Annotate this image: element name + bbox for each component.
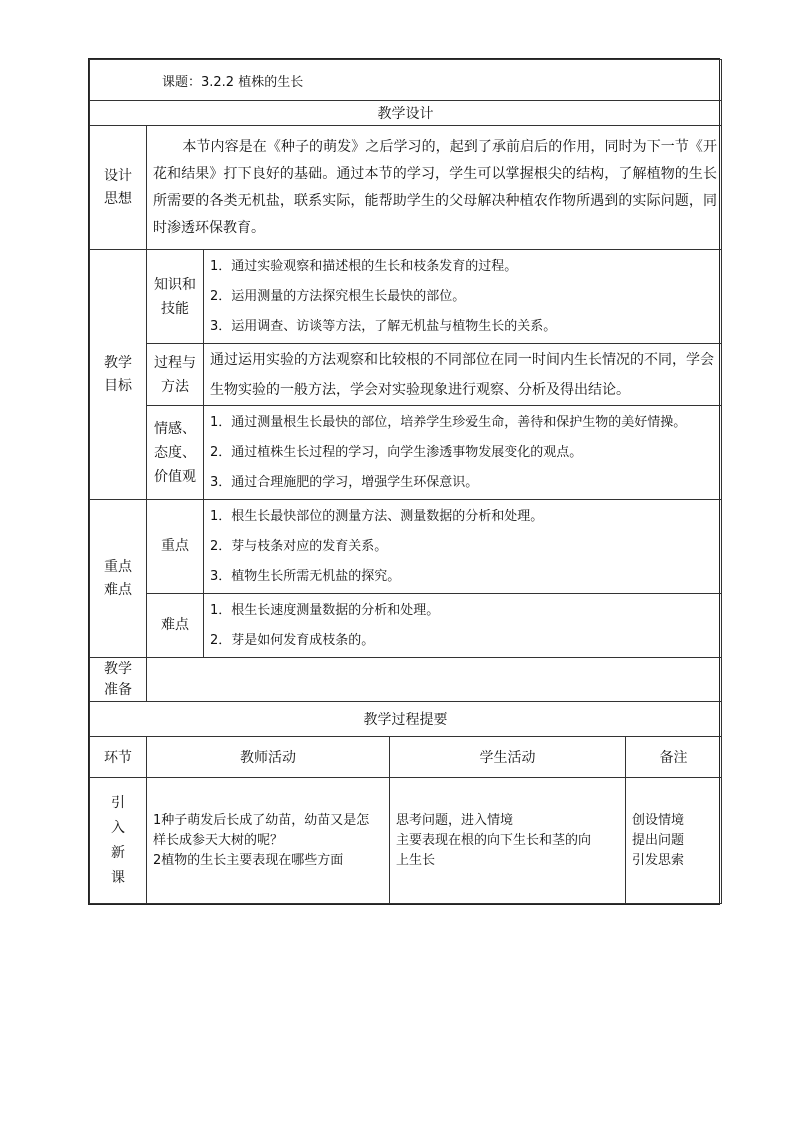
student-line: 上生长 — [396, 852, 436, 868]
knowledge-label: 知识和技能 — [147, 250, 204, 344]
design-section-header: 教学设计 — [90, 101, 722, 126]
lesson-plan-table — [89, 59, 722, 904]
col-header-stage: 环节 — [90, 737, 147, 778]
list-item: 2．芽是如何发育成枝条的。 — [210, 632, 375, 648]
design-idea-text: 本节内容是在《种子的萌发》之后学习的，起到了承前启后的作用，同时为下一节《开花和结果》打下良好的基础。通过本节的学习，学生可以掌握根尖的结构，了解植物的生长所需要的各类无机盐，联系实际，能帮助学生的父母解决种植农作物所遇到的实际问题，同时渗透环保教育。 — [147, 126, 722, 250]
list-item: 1．通过测量根生长最快的部位，培养学生珍爱生命，善待和保护生物的美好情操。 — [210, 414, 687, 430]
table-row — [90, 778, 722, 904]
key-label: 重点 — [147, 500, 204, 594]
process-line: 通过运用实验的方法观察和比较根的不同部位在同一时间内生长情况的不同，学会 — [210, 351, 714, 368]
difficult-label: 难点 — [147, 594, 204, 658]
process-method-label: 过程与方法 — [147, 344, 204, 406]
list-item: 3．植物生长所需无机盐的探究。 — [210, 568, 401, 584]
lesson-plan-document — [88, 58, 720, 905]
col-header-note: 备注 — [626, 737, 722, 778]
list-item: 1．通过实验观察和描述根的生长和枝条发育的过程。 — [210, 258, 518, 274]
design-idea-label: 设计思想 — [90, 126, 147, 250]
emotion-label: 情感、态度、价值观 — [147, 406, 204, 500]
teacher-line: 1种子萌发后长成了幼苗，幼苗又是怎 — [153, 812, 370, 828]
preparation-value — [147, 658, 722, 702]
teacher-line: 2植物的生长主要表现在哪些方面 — [153, 852, 344, 868]
process-method-text — [204, 344, 722, 406]
key-items — [204, 500, 722, 594]
list-item: 3．运用调查、访谈等方法，了解无机盐与植物生长的关系。 — [210, 318, 557, 334]
note-cell — [626, 778, 722, 904]
list-item: 1．根生长速度测量数据的分析和处理。 — [210, 602, 440, 618]
list-item: 2．芽与枝条对应的发育关系。 — [210, 538, 388, 554]
preparation-label: 教学准备 — [90, 658, 147, 702]
list-item: 1．根生长最快部位的测量方法、测量数据的分析和处理。 — [210, 508, 544, 524]
student-activity-cell — [390, 778, 626, 904]
list-item: 3．通过合理施肥的学习，增强学生环保意识。 — [210, 474, 479, 490]
difficult-items — [204, 594, 722, 658]
process-line: 生物实验的一般方法，学会对实验现象进行观察、分析及得出结论。 — [210, 381, 630, 398]
knowledge-items — [204, 250, 722, 344]
teacher-activity-cell — [147, 778, 390, 904]
note-line: 创设情境 — [632, 812, 685, 828]
student-line: 主要表现在根的向下生长和茎的向 — [396, 832, 592, 848]
emotion-items — [204, 406, 722, 500]
list-item: 2．通过植株生长过程的学习，向学生渗透事物发展变化的观点。 — [210, 444, 583, 460]
note-line: 引发思索 — [632, 852, 685, 868]
teacher-line: 样长成参天大树的呢？ — [153, 832, 284, 848]
col-header-student: 学生活动 — [390, 737, 626, 778]
stage-cell: 引入新课 — [90, 778, 147, 904]
goals-label: 教学目标 — [90, 250, 147, 500]
col-header-teacher: 教师活动 — [147, 737, 390, 778]
lesson-title: 课题：3.2.2 植株的生长 — [90, 60, 722, 101]
student-line: 思考问题，进入情境 — [396, 812, 514, 828]
key-points-label: 重点难点 — [90, 500, 147, 658]
list-item: 2．运用测量的方法探究根生长最快的部位。 — [210, 288, 466, 304]
note-line: 提出问题 — [632, 832, 685, 848]
process-section-header: 教学过程提要 — [90, 702, 722, 737]
